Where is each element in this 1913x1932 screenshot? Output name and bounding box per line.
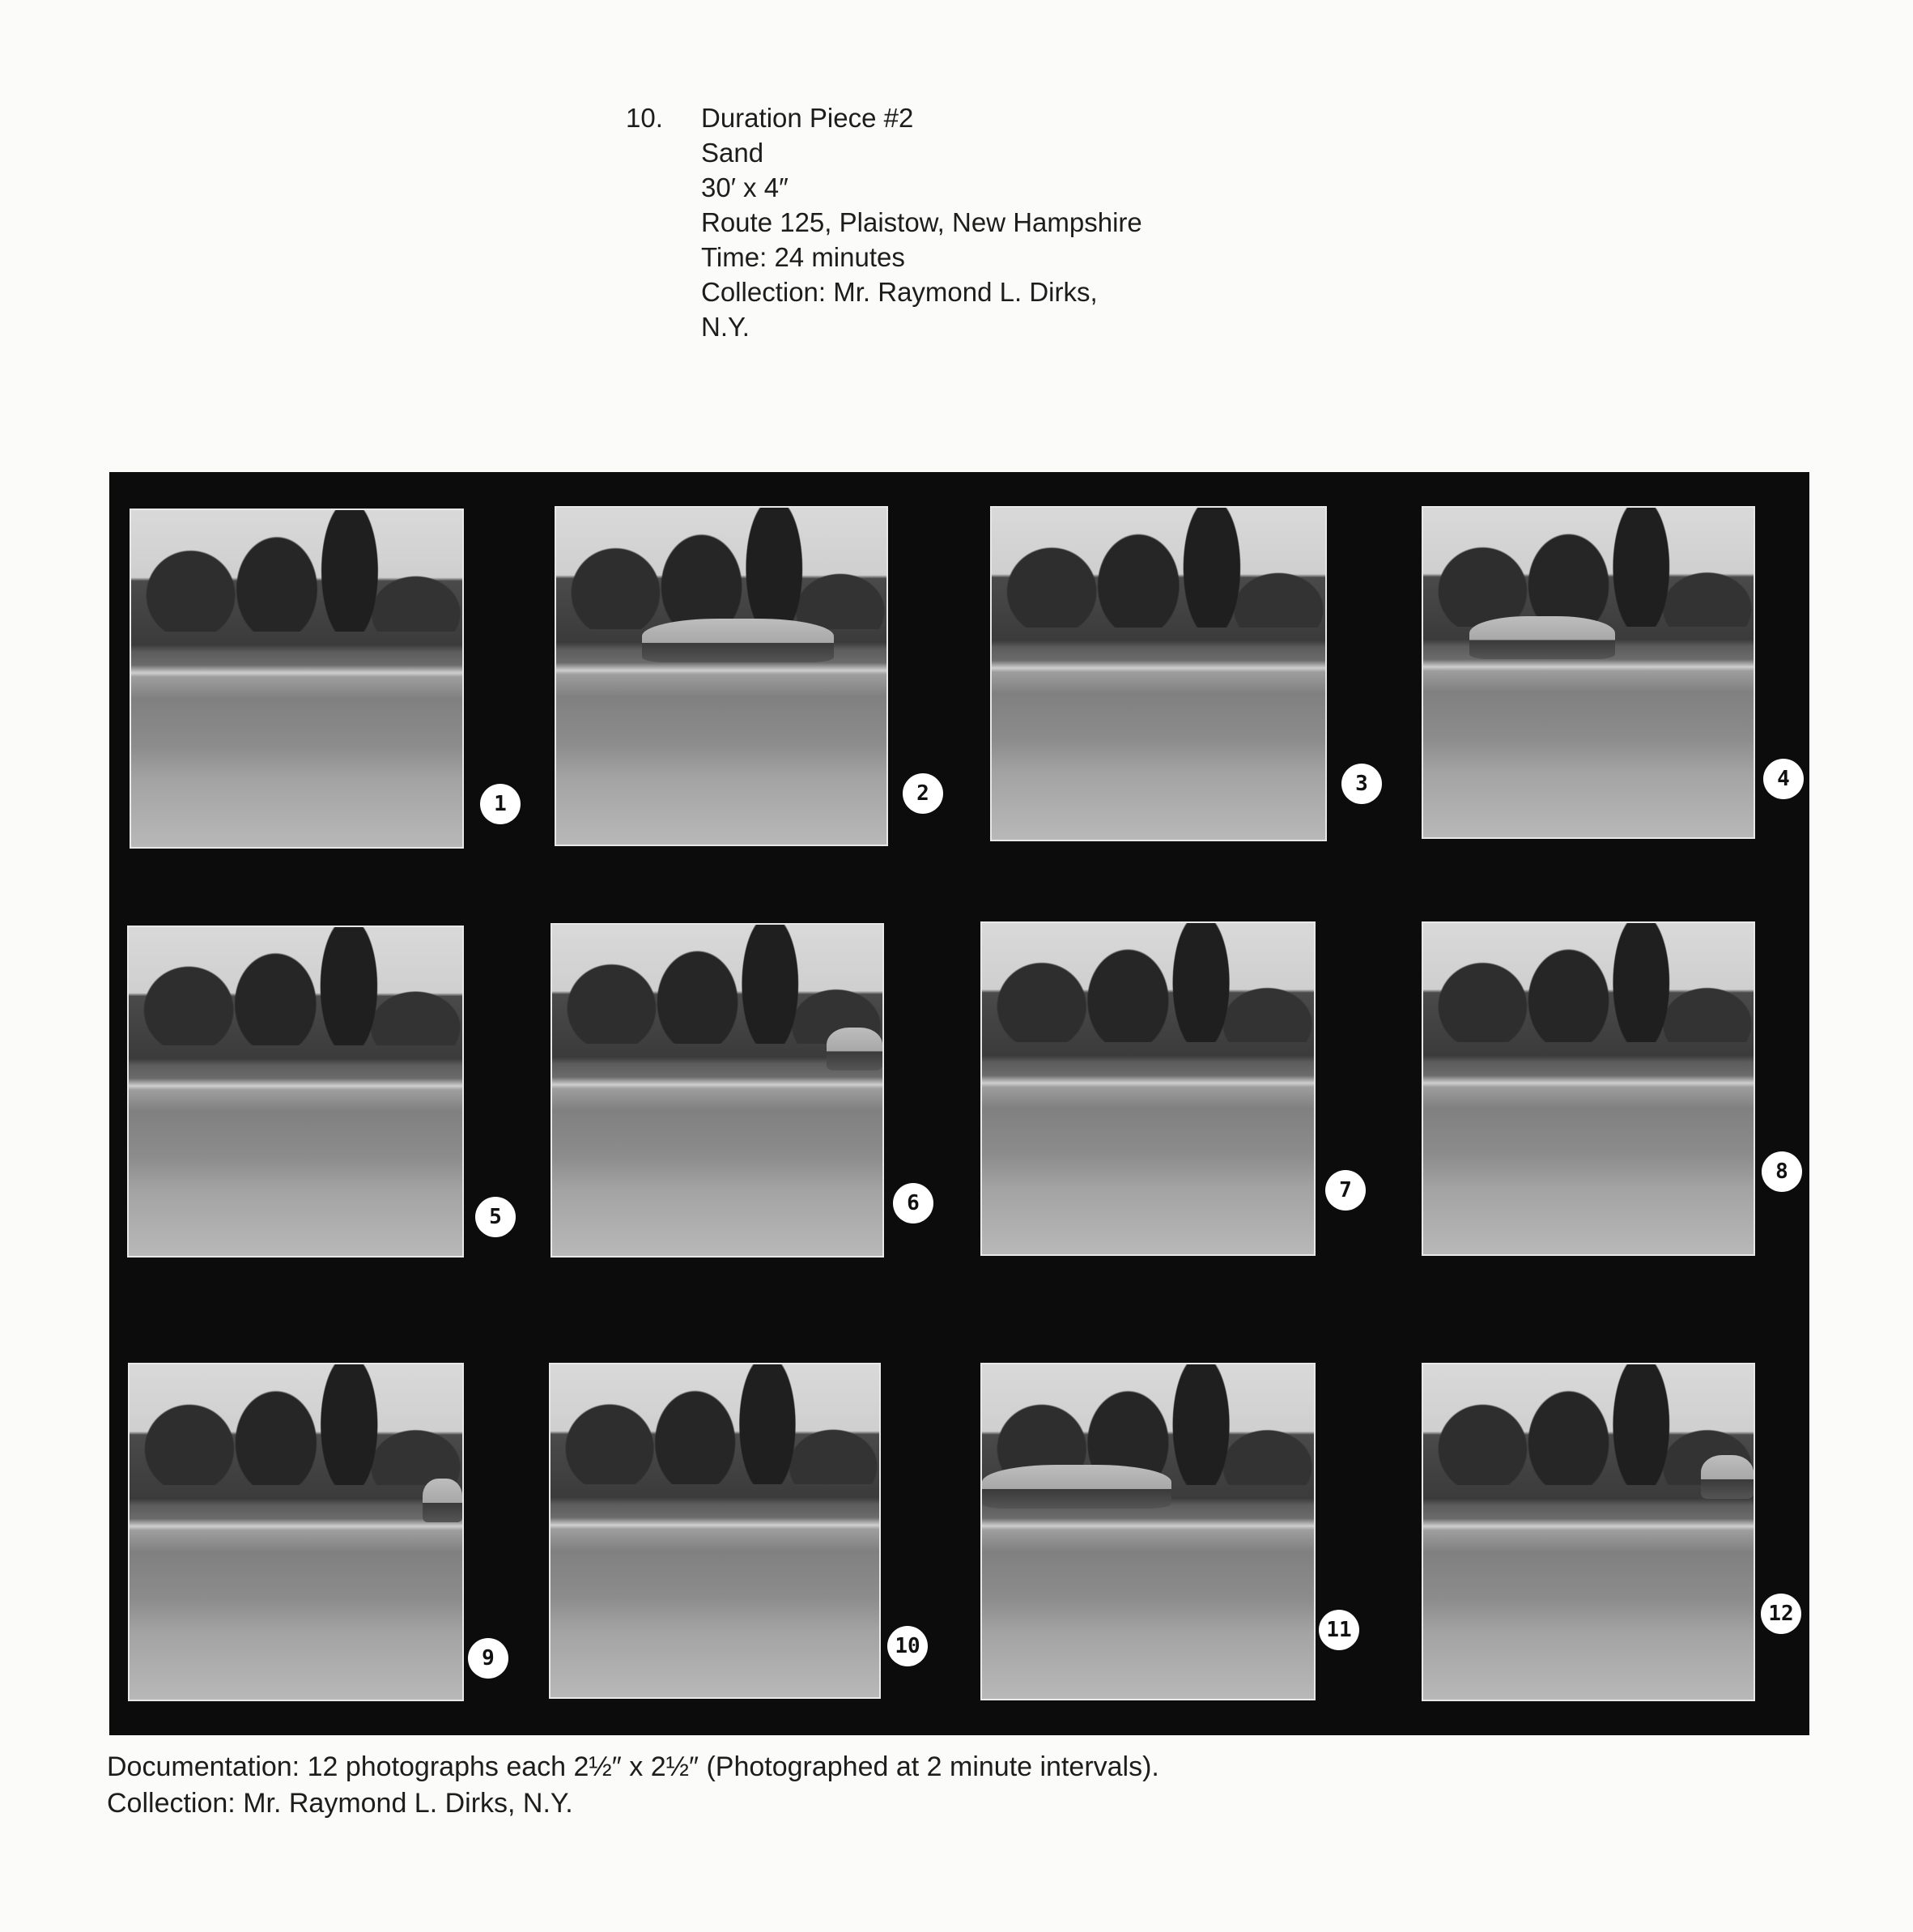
photo-11 bbox=[980, 1363, 1316, 1700]
photo-4 bbox=[1422, 506, 1755, 839]
photo-number-badge: 4 bbox=[1763, 759, 1804, 799]
photo-number-badge: 7 bbox=[1325, 1170, 1366, 1211]
photo-1 bbox=[130, 509, 464, 849]
contact-sheet bbox=[109, 472, 1809, 1735]
photo-7 bbox=[980, 921, 1316, 1256]
photo-number-badge: 11 bbox=[1319, 1610, 1359, 1650]
photo-3 bbox=[990, 506, 1327, 841]
photo-number-badge: 2 bbox=[903, 773, 943, 814]
car-shape bbox=[642, 619, 834, 662]
work-time: Time: 24 minutes bbox=[701, 242, 905, 272]
catalog-number: 10. bbox=[626, 103, 663, 133]
photo-5 bbox=[127, 926, 464, 1258]
car-shape bbox=[1469, 616, 1615, 659]
work-collection: Collection: Mr. Raymond L. Dirks, bbox=[701, 277, 1098, 307]
photo-10 bbox=[549, 1363, 881, 1699]
documentation-caption bbox=[107, 1749, 1159, 1822]
photo-number-badge: 3 bbox=[1341, 764, 1382, 804]
car-shape bbox=[827, 1028, 882, 1070]
work-collection-city: N.Y. bbox=[701, 312, 750, 342]
photo-8 bbox=[1422, 921, 1755, 1256]
photo-9 bbox=[128, 1363, 464, 1701]
photo-12 bbox=[1422, 1363, 1755, 1701]
caption-collection: Collection: Mr. Raymond L. Dirks, N.Y. bbox=[107, 1788, 573, 1819]
work-title: Duration Piece #2 bbox=[701, 103, 914, 133]
car-shape bbox=[982, 1465, 1171, 1509]
photo-number-badge: 6 bbox=[893, 1183, 933, 1223]
photo-2 bbox=[555, 506, 888, 846]
photo-number-badge: 10 bbox=[887, 1626, 928, 1666]
work-dimensions: 30′ x 4″ bbox=[701, 172, 789, 202]
photo-number-badge: 5 bbox=[475, 1197, 516, 1237]
caption-documentation: Documentation: 12 photographs each 2½″ x 2½″ (Photographed at 2 minute intervals). bbox=[107, 1751, 1159, 1782]
car-shape bbox=[1701, 1455, 1754, 1499]
photo-6 bbox=[551, 923, 884, 1258]
photo-number-badge: 8 bbox=[1762, 1151, 1802, 1192]
catalog-details bbox=[701, 100, 1142, 344]
work-material: Sand bbox=[701, 138, 764, 168]
photo-number-badge: 9 bbox=[468, 1638, 508, 1679]
car-shape bbox=[423, 1479, 462, 1522]
photo-number-badge: 12 bbox=[1761, 1594, 1801, 1634]
work-location: Route 125, Plaistow, New Hampshire bbox=[701, 207, 1142, 237]
photo-number-badge: 1 bbox=[480, 784, 521, 824]
